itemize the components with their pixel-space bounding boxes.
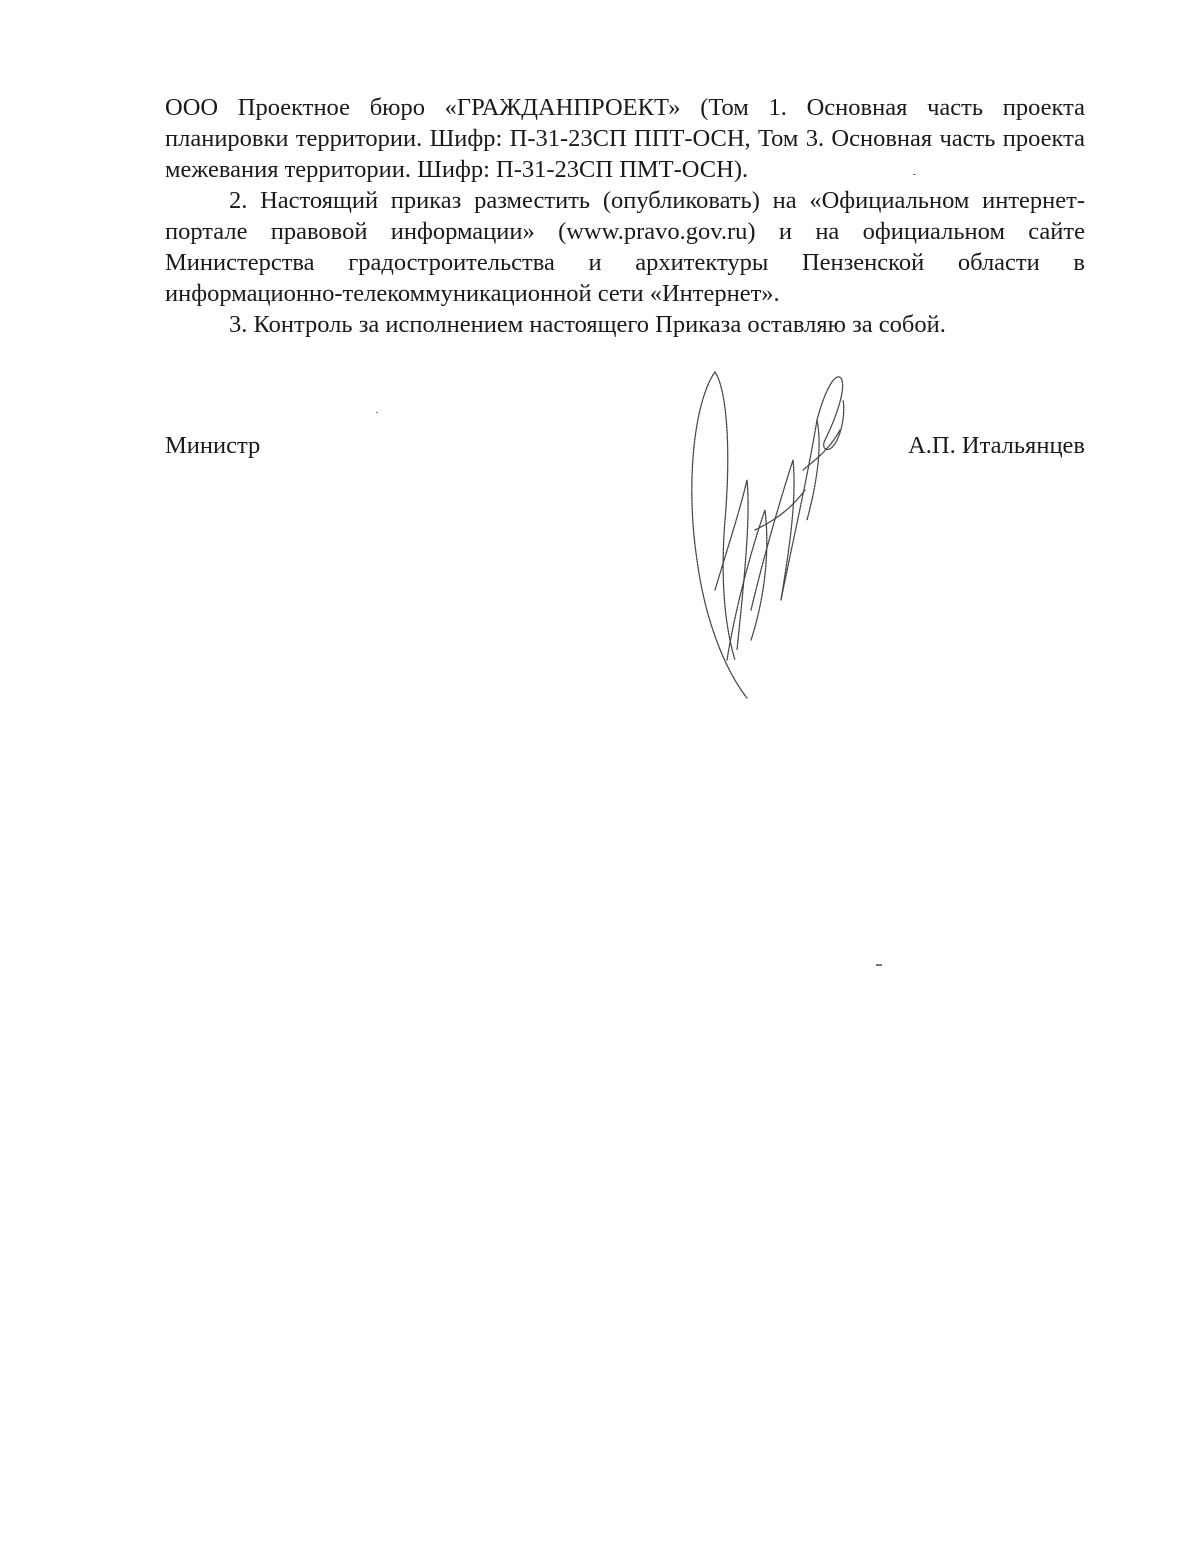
paragraph-item-2: 2. Настоящий приказ разместить (опубликовать) на «Официальном интернет-портале правовой информации» (www.pravo.gov.ru) и на официальном сайте Министерства градостроительства и архитектуры Пензенской области в информационно-телекоммуникационной сети «Интернет». [165, 187, 1085, 307]
paragraph-item-3: 3. Контроль за исполнением настоящего Приказа оставляю за собой. [229, 311, 946, 338]
handwritten-signature [685, 360, 855, 705]
signature-block [165, 430, 1085, 470]
scan-speck [876, 964, 882, 966]
paragraph-continuation: ООО Проектное бюро «ГРАЖДАНПРОЕКТ» (Том 1. Основная часть проекта планировки территории. Шифр: П-31-23СП ППТ-ОСН, Том 3. Основная часть проекта межевания территории. Шифр: П-31-23СП ПМТ-ОСН). [165, 94, 1085, 183]
signatory-position: Министр [165, 432, 261, 459]
scan-speck [913, 174, 916, 175]
document-body [165, 92, 1085, 340]
scan-speck [376, 412, 378, 413]
signatory-name: А.П. Итальянцев [908, 432, 1085, 459]
